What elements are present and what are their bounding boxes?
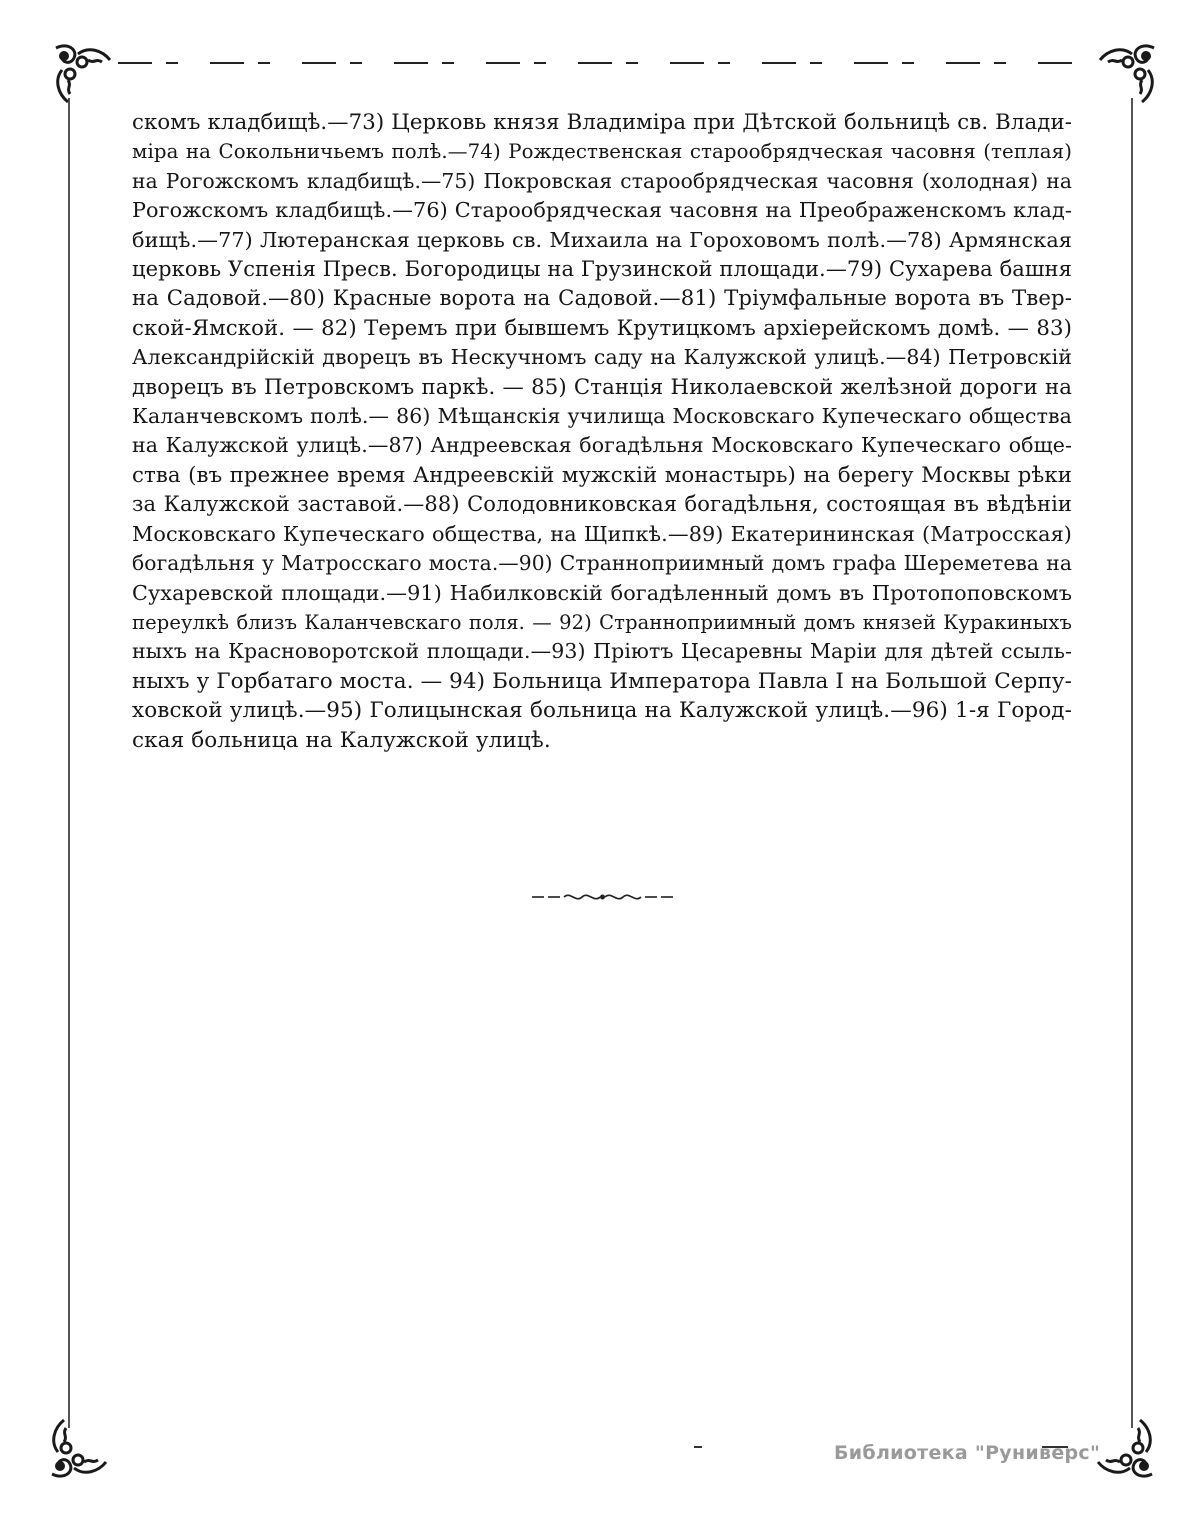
text-line: міра на Сокольничьемъ полѣ.—74) Рождественская старообрядческая часовня (теплая) — [132, 140, 1072, 164]
text-line: ства (въ прежнее время Андреевскій мужскій монастырь) на берегу Москвы рѣки — [132, 462, 1072, 488]
section-divider-ornament-icon — [530, 890, 675, 904]
body-paragraph — [132, 108, 1072, 755]
text-line: за Калужской заставой.—88) Солодовниковская богадѣльня, состоящая въ вѣдѣніи — [132, 492, 1072, 517]
text-line: церковь Успенія Пресв. Богородицы на Грузинской площади.—79) Сухарева башня — [132, 257, 1072, 282]
text-line: бищѣ.—77) Лютеранская церковь св. Михаила на Гороховомъ полѣ.—78) Армянская — [132, 227, 1072, 252]
text-line: Александрійскій дворецъ въ Нескучномъ саду на Калужской улицѣ.—84) Петровскій — [132, 345, 1072, 370]
corner-ornament-icon — [48, 40, 118, 110]
top-border-rule — [118, 62, 1086, 64]
text-line: переулкѣ близъ Каланчевскаго поля. — 92) Странноприимный домъ князей Куракиныхъ — [132, 610, 1072, 634]
text-line: Сухаревской площади.—91) Набилковскій богадѣленный домъ въ Протопоповскомъ — [132, 580, 1072, 605]
corner-ornament-icon — [1092, 40, 1162, 110]
text-line: ской-Ямской. — 82) Теремъ при бывшемъ Крутицкомъ архіерейскомъ домѣ. — 83) — [132, 315, 1072, 341]
text-line: Рогожскомъ кладбищѣ.—76) Старообрядческая часовня на Преображенскомъ клад- — [132, 198, 1072, 223]
text-line: дворецъ въ Петровскомъ паркѣ. — 85) Станція Николаевской желѣзной дороги на — [132, 374, 1072, 400]
text-line: Каланчевскомъ полѣ.— 86) Мѣщанскія училища Московскаго Купеческаго общества — [132, 404, 1072, 429]
bottom-border-fragment — [694, 1446, 702, 1448]
text-line: скомъ кладбищѣ.—73) Церковь князя Владиміра при Дѣтской больницѣ св. Влади- — [132, 110, 1072, 135]
text-line: ныхъ у Горбатаго моста. — 94) Больница Императора Павла I на Большой Серпу- — [132, 668, 1072, 694]
text-line: ская больница на Калужской улицѣ. — [132, 727, 551, 753]
text-line: Московскаго Купеческаго общества, на Щипкѣ.—89) Екатерининская (Матросская) — [132, 521, 1072, 546]
left-border-rule — [68, 98, 70, 1428]
text-line: на Рогожскомъ кладбищѣ.—75) Покровская старообрядческая часовня (холодная) на — [132, 168, 1072, 193]
right-border-rule — [1131, 98, 1133, 1428]
text-line: ныхъ на Красноворотской площади.—93) Пріютъ Цесаревны Маріи для дѣтей ссыль- — [132, 639, 1072, 664]
library-watermark: Библиотека "Руниверс" — [834, 1442, 1101, 1464]
text-line: богадѣльня у Матросскаго моста.—90) Странноприимный домъ графа Шереметева на — [132, 551, 1072, 576]
text-line: на Садовой.—80) Красные ворота на Садовой.—81) Тріумфальные ворота въ Твер- — [132, 286, 1072, 312]
text-line: ховской улицѣ.—95) Голицынская больница на Калужской улицѣ.—96) 1-я Город- — [132, 698, 1072, 724]
text-line: на Калужской улицѣ.—87) Андреевская богадѣльня Московскаго Купеческаго обще- — [132, 433, 1072, 458]
corner-ornament-icon — [1090, 1412, 1160, 1482]
corner-ornament-icon — [44, 1412, 114, 1482]
